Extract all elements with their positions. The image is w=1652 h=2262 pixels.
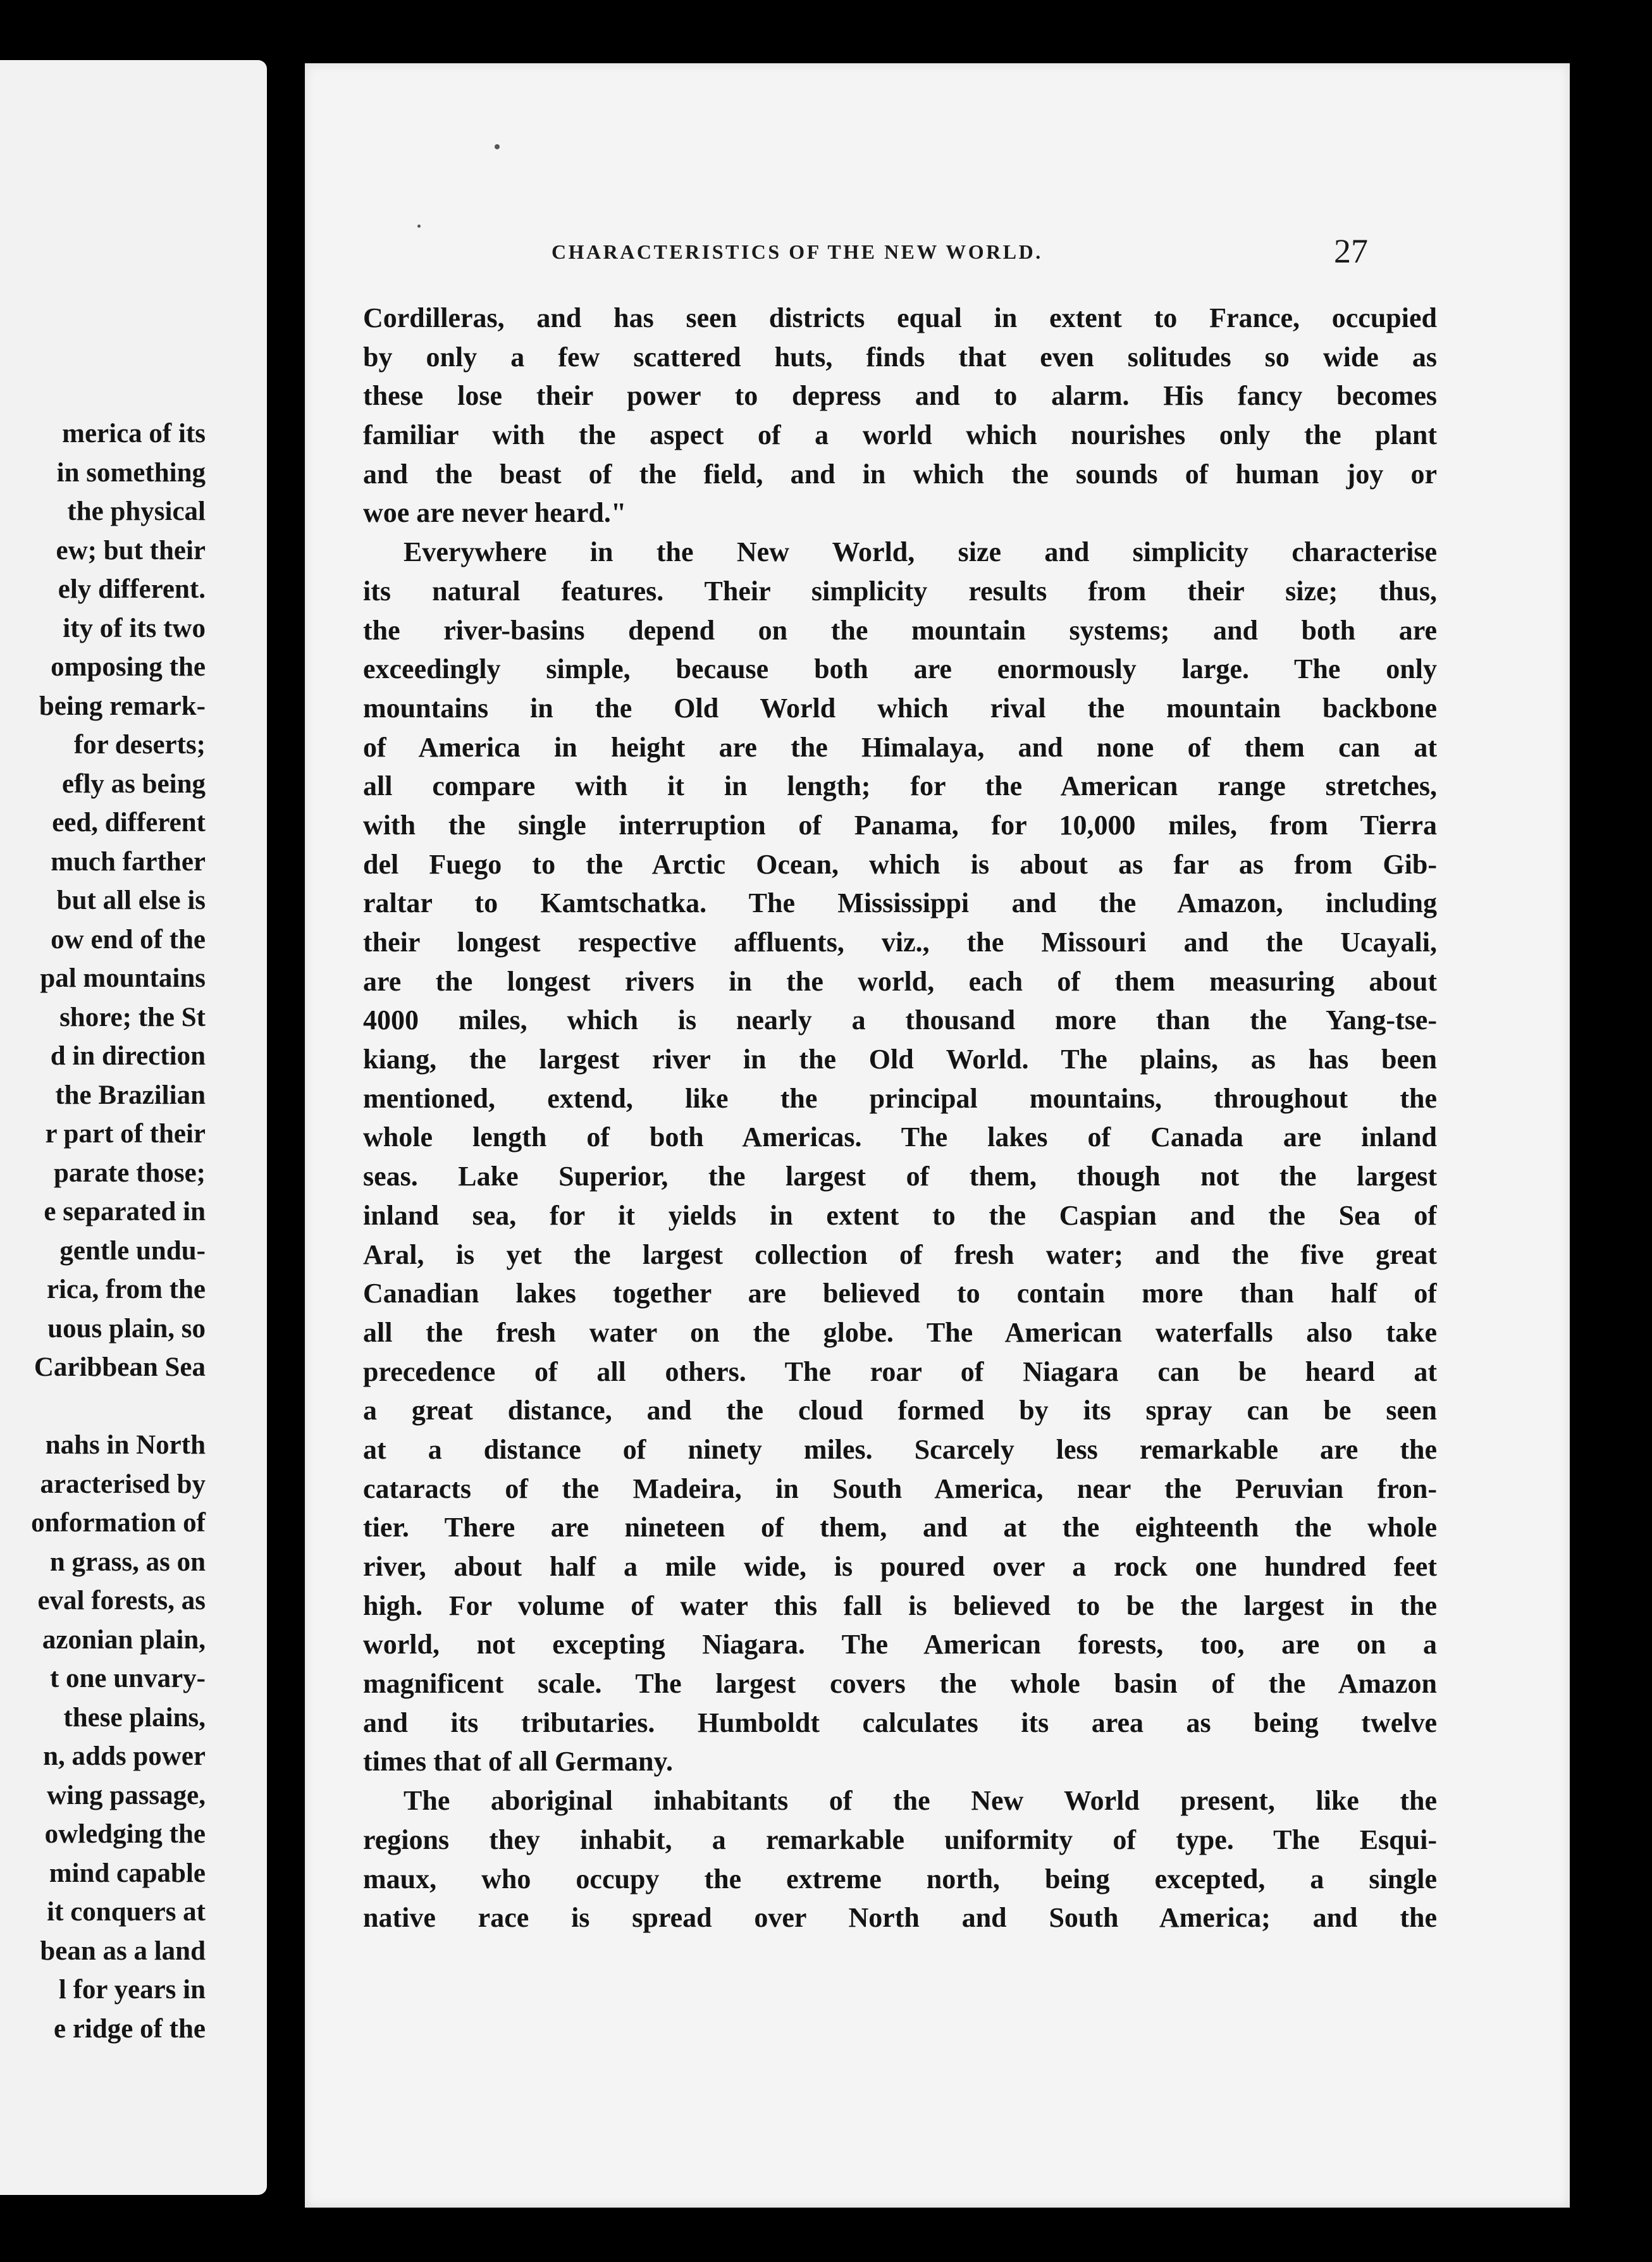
text-line: magnificent scale. The largest covers the whole basin of the Amazon: [363, 1668, 1437, 1700]
text-line: Cordilleras, and has seen districts equal in extent to France, occupied: [363, 302, 1437, 333]
facing-page-line: in something: [56, 457, 206, 488]
text-line: mentioned, extend, like the principal mountains, throughout the: [363, 1082, 1437, 1114]
text-line: all the fresh water on the globe. The American waterfalls also take: [363, 1316, 1437, 1348]
facing-page-line: efly as being: [62, 769, 206, 799]
facing-page-line: r part of their: [45, 1119, 206, 1149]
text-line: cataracts of the Madeira, in South America, near the Peruvian fron-: [363, 1473, 1437, 1504]
facing-page-line: ow end of the: [51, 924, 206, 955]
text-line: kiang, the largest river in the Old World. The plains, as has been: [363, 1044, 1437, 1075]
text-line: maux, who occupy the extreme north, being excepted, a single: [363, 1863, 1437, 1894]
facing-page-line: much farther: [51, 846, 206, 877]
text-line: and its tributaries. Humboldt calculates its area as being twelve: [363, 1707, 1437, 1738]
facing-page-line: wing passage,: [47, 1780, 206, 1810]
text-line: Canadian lakes together are believed to contain more than half of: [363, 1278, 1437, 1309]
facing-page-line: t one unvary-: [49, 1664, 206, 1693]
body-text: [363, 299, 1437, 1938]
text-line: by only a few scattered huts, finds that even solitudes so wide as: [363, 341, 1437, 373]
text-line: at a distance of ninety miles. Scarcely less remarkable are the: [363, 1433, 1437, 1465]
page-number: 27: [1334, 232, 1368, 270]
facing-page-text: [31, 414, 206, 2048]
facing-page-line: pal mountains: [40, 963, 206, 993]
text-line: regions they inhabit, a remarkable uniformity of type. The Esqui-: [363, 1824, 1437, 1855]
facing-page-line: ​merica of its: [62, 419, 206, 448]
facing-page-line: the physical: [67, 497, 206, 526]
text-line: raltar to Kamtschatka. The Mississippi and the Amazon, including: [363, 887, 1437, 919]
text-line: The aboriginal inhabitants of the New World present, like the: [404, 1785, 1437, 1817]
facing-page-line: azonian plain,: [42, 1624, 206, 1655]
facing-page-line: [31, 1387, 206, 1426]
facing-page-line: nahs in North: [45, 1430, 206, 1460]
facing-page-line: but all else is: [56, 886, 206, 915]
facing-page-line: e ridge of the: [53, 2013, 206, 2044]
text-line: native race is spread over North and South America; and the: [363, 1902, 1437, 1934]
text-line: these lose their power to depress and to alarm. His fancy becomes: [363, 380, 1437, 412]
facing-page-line: for deserts;: [73, 730, 206, 760]
facing-page-line: bean as a land: [40, 1936, 206, 1966]
facing-page-line: aracterised by: [40, 1469, 206, 1499]
ink-speck: [495, 144, 500, 149]
facing-page-line: ely different.: [58, 574, 206, 604]
facing-page-line: n, adds power: [43, 1741, 206, 1771]
text-line: are the longest rivers in the world, each of them measuring about: [363, 965, 1437, 997]
facing-page-line: n grass, as on: [49, 1547, 206, 1577]
facing-page-line: d in direction: [50, 1041, 206, 1071]
facing-page-line: l for years in: [58, 1975, 206, 2005]
text-line: Everywhere in the New World, size and simplicity characterise: [404, 536, 1437, 568]
facing-page-fragment: [0, 60, 267, 2195]
text-line: times that of all Germany.: [363, 1746, 674, 1777]
text-line: their longest respective affluents, viz., the Missouri and the Ucayali,: [363, 927, 1437, 958]
text-line: a great distance, and the cloud formed by its spray can be seen: [363, 1395, 1437, 1426]
text-line: world, not excepting Niagara. The American forests, too, are on a: [363, 1629, 1437, 1660]
text-line: exceedingly simple, because both are enormously large. The only: [363, 653, 1437, 685]
facing-page-line: e separated in: [44, 1197, 206, 1227]
facing-page-line: parate those;: [53, 1158, 206, 1188]
text-line: seas. Lake Superior, the largest of them, though not the largest: [363, 1161, 1437, 1192]
text-line: mountains in the Old World which rival the mountain backbone: [363, 692, 1437, 724]
facing-page-line: being remark-: [39, 691, 206, 721]
facing-page-line: gentle undu-: [59, 1235, 206, 1266]
facing-page-line: ew; but their: [56, 535, 206, 566]
facing-page-line: ity of its two: [63, 613, 206, 643]
text-line: high. For volume of water this fall is believed to be the largest in the: [363, 1590, 1437, 1621]
facing-page-line: these plains,: [63, 1702, 206, 1733]
facing-page-line: eval forests, as: [37, 1586, 206, 1616]
facing-page-line: uous plain, so: [47, 1313, 206, 1344]
text-line: woe are never heard.": [363, 497, 627, 529]
ink-speck: [417, 225, 421, 228]
text-line: of America in height are the Himalaya, and none of them can at: [363, 731, 1437, 763]
facing-page-line: mind capable: [49, 1858, 206, 1888]
facing-page-line: Caribbean Sea: [34, 1352, 206, 1382]
text-line: precedence of all others. The roar of Niagara can be heard at: [363, 1356, 1437, 1387]
text-line: 4000 miles, which is nearly a thousand more than the Yang-tse-: [363, 1004, 1437, 1036]
facing-page-line: shore; the St: [59, 1002, 206, 1032]
text-line: all compare with it in length; for the American range stretches,: [363, 770, 1437, 802]
text-line: tier. There are nineteen of them, and at the eighteenth the whole: [363, 1512, 1437, 1543]
running-title: CHARACTERISTICS OF THE NEW WORLD.: [552, 240, 1043, 263]
text-line: and the beast of the field, and in which the sounds of human joy or: [363, 458, 1437, 490]
text-line: inland sea, for it yields in extent to the Caspian and the Sea of: [363, 1199, 1437, 1231]
text-line: river, about half a mile wide, is poured over a rock one hundred feet: [363, 1551, 1437, 1582]
book-page: [305, 63, 1570, 2208]
text-line: its natural features. Their simplicity results from their size; thus,: [363, 575, 1437, 607]
text-line: del Fuego to the Arctic Ocean, which is about as far as from Gib-: [363, 848, 1437, 880]
facing-page-line: rica, from the: [46, 1275, 206, 1304]
facing-page-line: owledging the: [44, 1819, 206, 1849]
facing-page-line: omposing the: [51, 652, 206, 682]
text-line: whole length of both Americas. The lakes of Canada are inland: [363, 1122, 1437, 1153]
text-line: familiar with the aspect of a world which nourishes only the plant: [363, 419, 1437, 451]
facing-page-line: eed, different: [52, 808, 206, 837]
facing-page-line: it conquers at: [47, 1897, 206, 1927]
text-line: with the single interruption of Panama, for 10,000 miles, from Tierra: [363, 809, 1437, 841]
running-head: [305, 232, 1570, 280]
facing-page-line: the Brazilian: [55, 1080, 206, 1110]
facing-page-line: onformation of: [31, 1508, 206, 1538]
text-line: Aral, is yet the largest collection of fresh water; and the five great: [363, 1239, 1437, 1270]
text-line: the river-basins depend on the mountain systems; and both are: [363, 614, 1437, 646]
